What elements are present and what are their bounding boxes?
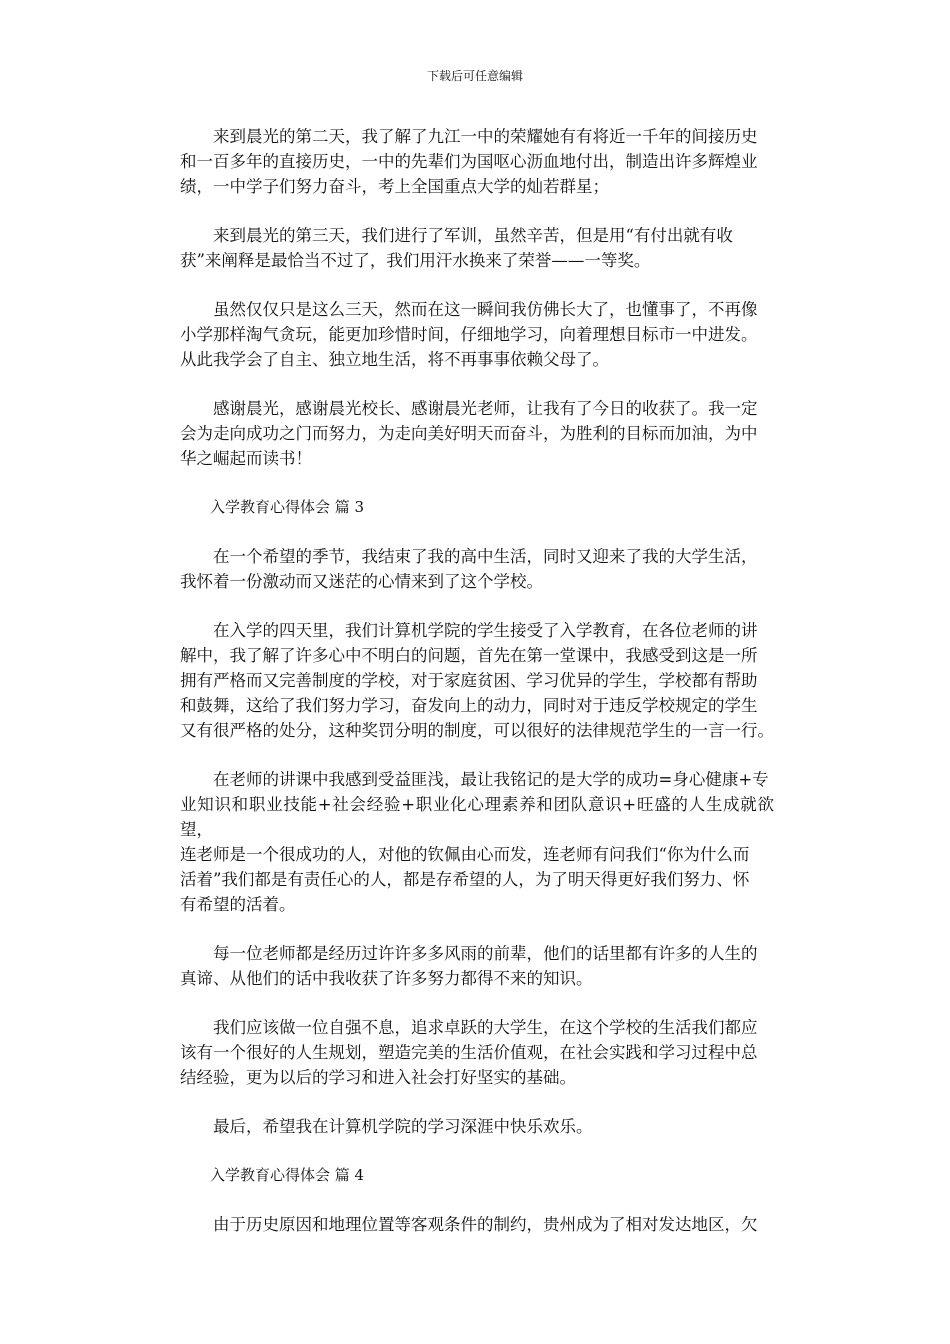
paragraph-6: 在入学的四天里，我们计算机学院的学生接受了入学教育，在各位老师的讲 解中，我了解了许多心中不明白的问题，首先在第一堂课中，我感受到这是一所 拥有严格而又完善制度的学校，对于家庭贫困、学习优异的学生，学校都有帮助 和鼓舞，这给了我们努力学习，奋发向上的动力，同时对于违反学校规定的学生 又有很严格的处分，这种奖罚分明的制度，可以很好的法律规范学生的一言一行。	[180, 621, 774, 740]
section-heading-4: 入学教育心得体会 篇 4	[210, 1166, 365, 1184]
paragraph-1: 来到晨光的第二天，我了解了九江一中的荣耀她有有将近一千年的间接历史 和一百多年的直接历史，一中的先辈们为国呕心沥血地付出，制造出许多辉煌业 绩，一中学子们努力奋斗，考上全国重点大学的灿若群星；	[180, 127, 758, 196]
paragraph-7: 在老师的讲课中我感到受益匪浅，最让我铭记的是大学的成功=身心健康+专 业知识和职业技能+社会经验+职业化心理素养和团队意识+旺盛的人生成就欲望， 连老师是一个很成功的人，对他的钦佩由心而发，连老师有问我们“你为什么而 活着”我们都是有责任心的人，都是存希望的人，为了明天得更好我们努力、怀 有希望的活着。	[180, 770, 774, 914]
page-header: 下载后可任意编辑	[426, 69, 523, 83]
paragraph-2: 来到晨光的第三天，我们进行了军训，虽然辛苦，但是用“有付出就有收 获”来阐释是最恰当不过了，我们用汗水换来了荣誉——一等奖。	[180, 226, 733, 270]
paragraph-11: 由于历史原因和地理位置等客观条件的制约，贵州成为了相对发达地区，欠	[213, 1215, 758, 1234]
paragraph-9: 我们应该做一位自强不息，追求卓跃的大学生，在这个学校的生活我们都应 该有一个很好的人生规划，塑造完美的生活价值观，在社会实践和学习过程中总 结经验，更为以后的学习和进入社会打好坚实的基础。	[180, 1018, 758, 1087]
paragraph-5: 在一个希望的季节，我结束了我的高中生活，同时又迎来了我的大学生活， 我怀着一份激动而又迷茫的心情来到了这个学校。	[180, 547, 758, 591]
paragraph-3: 虽然仅仅只是这么三天，然而在这一瞬间我仿佛长大了，也懂事了，不再像 小学那样淘气贪玩，能更加珍惜时间，仔细地学习，向着理想目标市一中进发。 从此我学会了自主、独立地生活，将不再事事依赖父母了。	[180, 300, 758, 369]
paragraph-4: 感谢晨光，感谢晨光校长、感谢晨光老师，让我有了今日的收获了。我一定 会为走向成功之门而努力，为走向美好明天而奋斗，为胜利的目标而加油，为中 华之崛起而读书！	[180, 399, 758, 468]
document-body	[180, 124, 774, 1261]
paragraph-8: 每一位老师都是经历过许许多多风雨的前辈，他们的话里都有许多的人生的 真谛、从他们的话中我收获了许多努力都得不来的知识。	[180, 944, 758, 988]
paragraph-10: 最后，希望我在计算机学院的学习深涯中快乐欢乐。	[213, 1117, 593, 1136]
section-heading-3: 入学教育心得体会 篇 3	[210, 498, 365, 516]
